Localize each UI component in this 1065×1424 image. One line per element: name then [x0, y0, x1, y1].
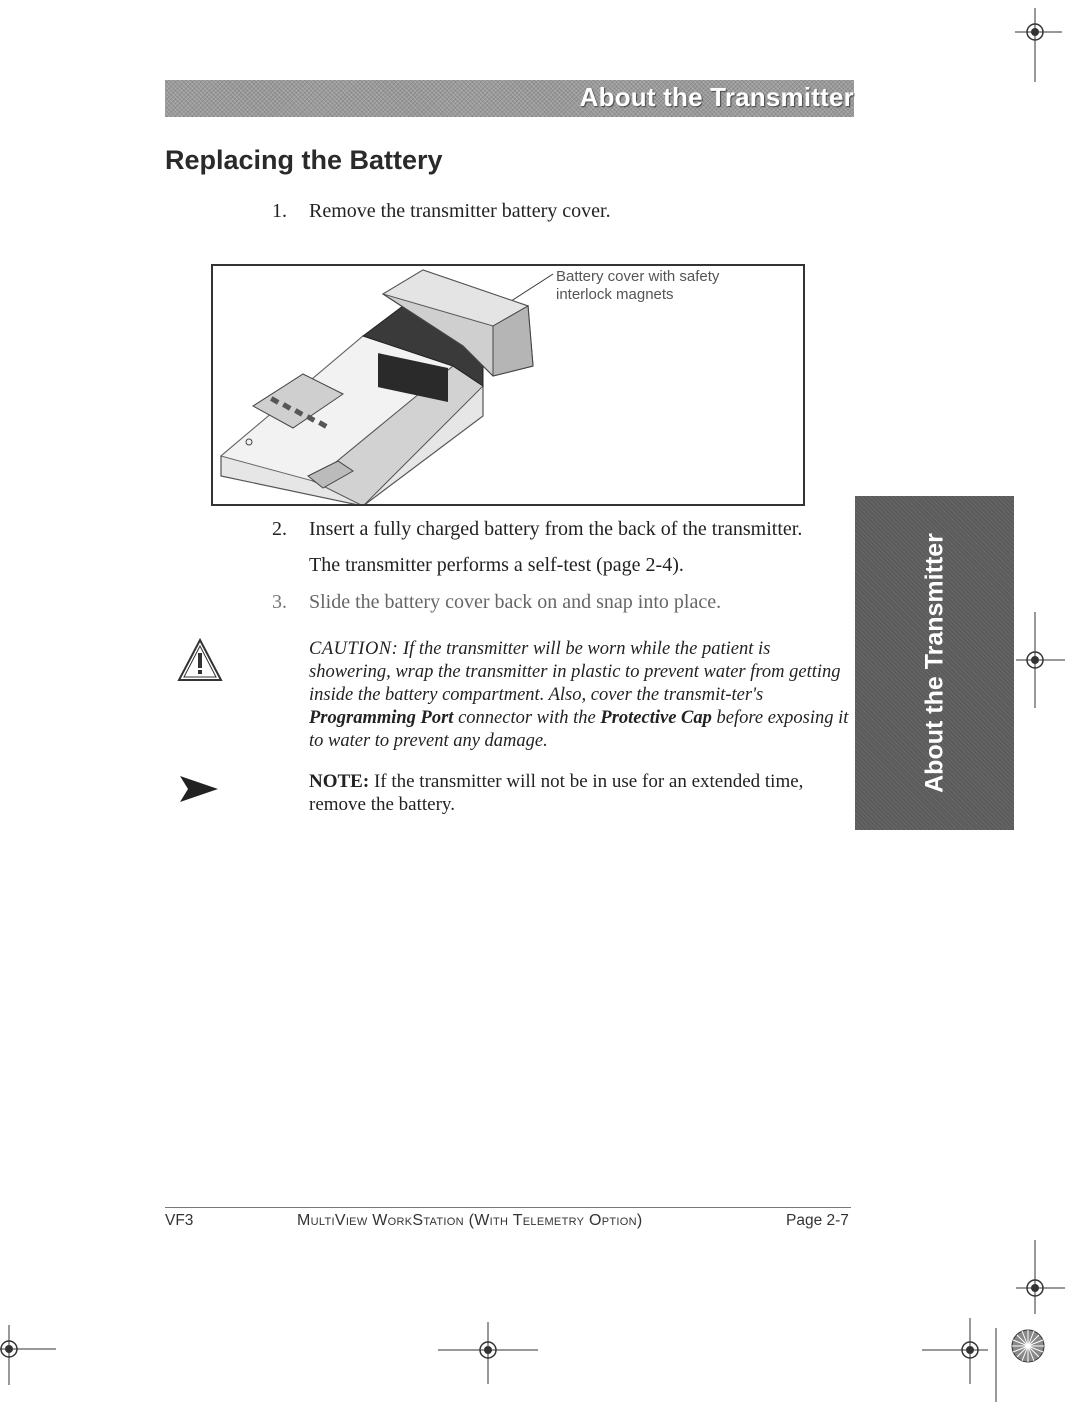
registration-mark-bottom-left-corner: [0, 1325, 56, 1385]
registration-mark-top-right: [1012, 8, 1062, 82]
header-banner: [165, 80, 854, 117]
caution-bold-1: Programming Port: [309, 708, 454, 728]
note-text: [309, 770, 854, 816]
caution-label: CAUTION:: [309, 639, 399, 659]
step-2-subtext: The transmitter performs a self-test (page 2-4).: [309, 554, 684, 576]
step-text: Slide the battery cover back on and snap into place.: [309, 591, 722, 613]
caution-part-2: connector with the: [458, 708, 596, 728]
step-number: 1.: [272, 200, 287, 222]
caution-text: [309, 638, 854, 753]
note-label: NOTE:: [309, 771, 370, 792]
footer-page-number: Page 2-7: [786, 1212, 849, 1229]
step-text: Insert a fully charged battery from the back of the transmitter.: [309, 518, 803, 540]
registration-mark-right-middle: [1012, 612, 1065, 708]
note-body: If the transmitter will not be in use for an extended time, remove the battery.: [309, 771, 804, 815]
note-arrow-icon: [180, 774, 220, 804]
step-number: 2.: [272, 518, 287, 540]
footer-left: VF3: [165, 1212, 194, 1229]
footer-center: MultiView WorkStation (With Telemetry Option): [297, 1212, 643, 1229]
side-tab: [855, 496, 1014, 830]
caution-part-1: If the transmitter will be worn while the patient is showering, wrap the transmitter in plastic to prevent water from getting inside the battery compartment. Also, cover the transmit-ter's: [309, 639, 841, 705]
footer-rule: [165, 1207, 851, 1208]
step-text: Remove the transmitter battery cover.: [309, 200, 611, 222]
battery-figure: [211, 264, 805, 506]
step-number: 3.: [272, 591, 287, 613]
transmitter-illustration: [213, 266, 803, 504]
registration-mark-bottom-center: [438, 1322, 538, 1384]
banner-title: About the Transmitter: [579, 82, 854, 112]
caution-bold-2: Protective Cap: [600, 708, 712, 728]
section-heading: Replacing the Battery: [165, 145, 443, 175]
starburst-mark: [1010, 1328, 1046, 1364]
caution-part-3: before exposing it to water to prevent any damage.: [309, 708, 849, 751]
side-tab-label: About the Transmitter: [920, 533, 948, 793]
callout-line-1: Battery cover with safety: [556, 268, 720, 285]
callout-line-2: interlock magnets: [556, 286, 674, 303]
registration-mark-bottom-right-corner: [922, 1318, 1002, 1402]
caution-warning-icon: [176, 637, 224, 683]
registration-mark-bottom-right: [1012, 1240, 1065, 1314]
